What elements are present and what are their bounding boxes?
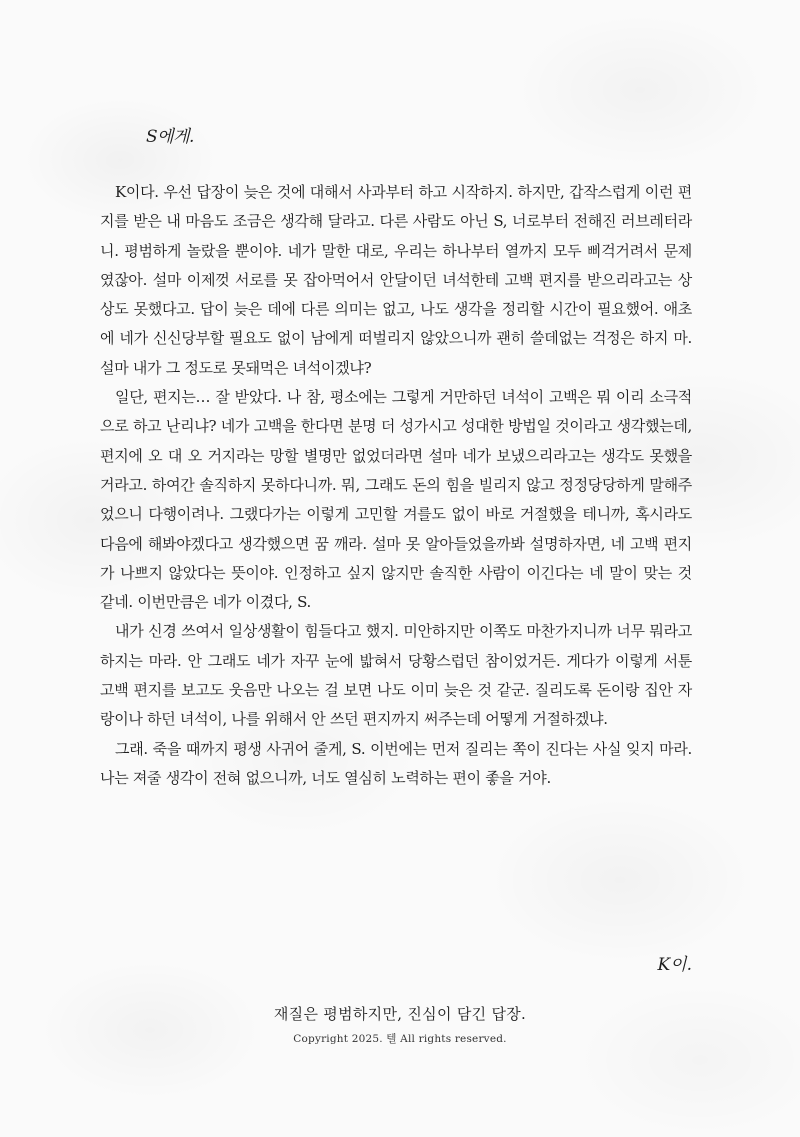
letter-paragraph: K이다. 우선 답장이 늦은 것에 대해서 사과부터 하고 시작하지. 하지만, 갑작스럽게 이런 편지를 받은 내 마음도 조금은 생각해 달라고. 다른 사람도 아닌 S, 너로부터 전해진 러브레터라니. 평범하게 놀랐을 뿐이야. 네가 말한 대로, 우리는 하나부터 열까지 모두 삐걱거려서 문제였잖아. 설마 이제껏 서로를 못 잡아먹어서 안달이던 녀석한테 고백 편지를 받으리라고는 상상도 못했다고. 답이 늦은 데에 다른 의미는 없고, 나도 생각을 정리할 시간이 필요했어. 애초에 네가 신신당부할 필요도 없이 남에게 떠벌리지 않았으니까 괜히 쓸데없는 걱정은 하지 마. 설마 내가 그 정도로 못돼먹은 녀석이겠냐? xyxy=(100,183,692,377)
letter-paragraph: 그래. 죽을 때까지 평생 사귀어 줄게, S. 이번에는 먼저 질리는 쪽이 진다는 사실 잊지 마라. 나는 져줄 생각이 전혀 없으니까, 너도 열심히 노력하는 편이 좋을 거야. xyxy=(100,739,692,787)
letter-paragraph: 내가 신경 쓰여서 일상생활이 힘들다고 했지. 미안하지만 이쪽도 마찬가지니까 너무 뭐라고 하지는 마라. 안 그래도 네가 자꾸 눈에 밟혀서 당황스럽던 참이었거든. 게다가 이렇게 서툰 고백 편지를 보고도 웃음만 나오는 걸 보면 나도 이미 늦은 것 같군. 질리도록 돈이랑 집안 자랑이나 하던 녀석이, 나를 위해서 안 쓰던 편지까지 써주는데 어떻게 거절하겠냐. xyxy=(100,622,692,729)
letter-signature: K이. xyxy=(657,955,692,975)
footer-title: 재질은 평범하지만, 진심이 담긴 답장. xyxy=(273,1005,527,1023)
copyright-notice: Copyright 2025. 텔 All rights reserved. xyxy=(293,1033,507,1045)
letter-salutation: S에게. xyxy=(146,127,194,147)
letter-body xyxy=(100,178,692,793)
letter-paragraph: 일단, 편지는… 잘 받았다. 나 참, 평소에는 그렇게 거만하던 녀석이 고백은 뭐 이리 소극적으로 하고 난리냐? 네가 고백을 한다면 분명 더 성가시고 성대한 방법일 것이라고 생각했는데, 편지에 오 대 오 거지라는 망할 별명만 없었더라면 설마 네가 보냈으리라고는 생각도 못했을 거라고. 하여간 솔직하지 못하다니까. 뭐, 그래도 돈의 힘을 빌리지 않고 정정당당하게 말해주었으니 다행이려나. 그랬다가는 이렇게 고민할 겨를도 없이 바로 거절했을 테니까, 혹시라도 다음에 해봐야겠다고 생각했으면 꿈 깨라. 설마 못 알아들었을까봐 설명하자면, 네 고백 편지가 나쁘지 않았다는 뜻이야. 인정하고 싶지 않지만 솔직한 사람이 이긴다는 네 말이 맞는 것 같네. 이번만큼은 네가 이겼다, S. xyxy=(100,388,692,612)
